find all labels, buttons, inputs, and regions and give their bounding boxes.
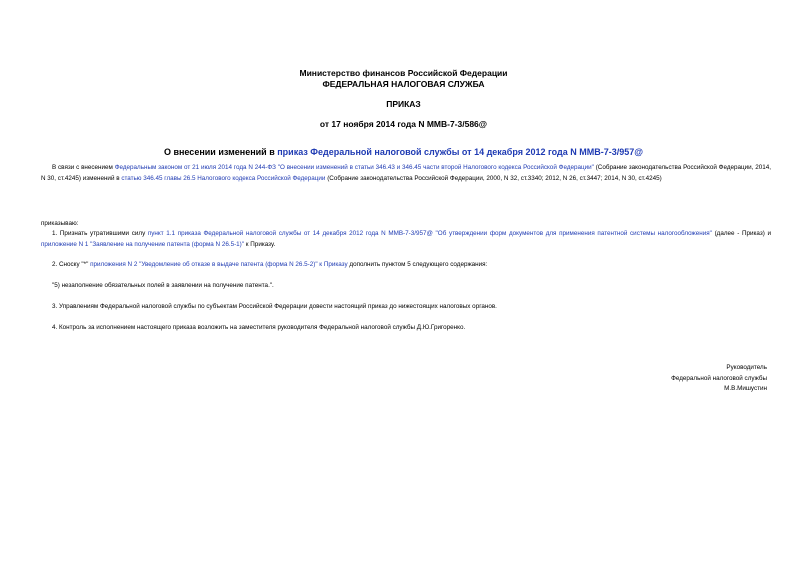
paragraph-3 [41,229,771,250]
doc-type: ПРИКАЗ [386,99,421,109]
p1-link-article[interactable]: статью 346.45 главы 26.5 Налогового кодекса Российской Федерации [121,174,326,182]
p1-text-c: (Собрание законодательства Российской Федерации, 2000, N 32, ст.3340; 2012, N 26, ст.3447; 2014, N 30, ст.4245) [325,174,662,182]
doc-title-prefix: О внесении изменений в [163,147,278,157]
p3-text-b: (далее - Приказ) и [711,230,771,237]
p7-text: 4. Контроль за исполнением настоящего приказа возложить на заместителя руководителя Федеральной налоговой службы Д.Ю.Григоренко. [52,324,466,331]
service-name: ФЕДЕРАЛЬНАЯ НАЛОГОВАЯ СЛУЖБА [322,79,485,89]
p4-text-a: 2. Сноску "*" [52,261,91,268]
paragraph-5 [41,281,771,292]
p1-text-a: В связи с внесением [52,164,115,171]
paragraph-7 [41,323,771,334]
p6-text: 3. Управлениям Федеральной налоговой службы по субъектам Российской Федерации довести настоящий приказ до нижестоящих налоговых органов. [52,303,497,310]
doc-title-link[interactable]: приказ Федеральной налоговой службы от 14 декабря 2012 года N ММВ-7-3/957@ [277,147,644,157]
signature-role: Руководитель [726,364,767,371]
p3-text-a: 1. Признать утратившими силу [52,230,148,237]
p3-link-clause[interactable]: пункт 1.1 приказа Федеральной налоговой службы от 14 декабря 2012 года N ММВ-7-3/957@ "Об утверждении форм документов для применения патентной системы налогообложения" [147,230,712,237]
p1-text-b: (Собрание законодательства Российской Федерации, 2014, N 30, ст.4245) изменений в [41,164,771,182]
signature-name: М.В.Мишустин [724,385,767,392]
ministry-name: Министерство финансов Российской Федерации [299,68,508,78]
p4-text-b: дополнить пунктом 5 следующего содержания: [347,261,488,268]
p1-link-law[interactable]: Федеральным законом от 21 июля 2014 года N 244-ФЗ "О внесении изменений в статьи 346.43 и 346.45 части второй Налогового кодекса Российской Федерации" [114,164,594,171]
p2-text: приказываю: [41,220,79,227]
doc-date: от 17 ноября 2014 года N ММВ-7-3/586@ [319,119,488,129]
p5-text: "5) незаполнение обязательных полей в заявлении на получение патента.". [52,282,274,289]
p3-link-appendix[interactable]: приложение N 1 "Заявление на получение патента (форма N 26.5-1)" [41,240,245,248]
paragraph-4 [41,260,771,271]
p3-text-c: к Приказу. [244,240,276,248]
signature-org: Федеральной налоговой службы [671,375,767,382]
doc-title [0,147,807,157]
paragraph-1 [41,163,771,184]
p4-link-appendix[interactable]: приложения N 2 "Уведомление об отказе в выдаче патента (форма N 26.5-2)" к Приказу [90,261,348,268]
paragraph-2 [41,219,771,230]
paragraph-6 [41,302,771,313]
